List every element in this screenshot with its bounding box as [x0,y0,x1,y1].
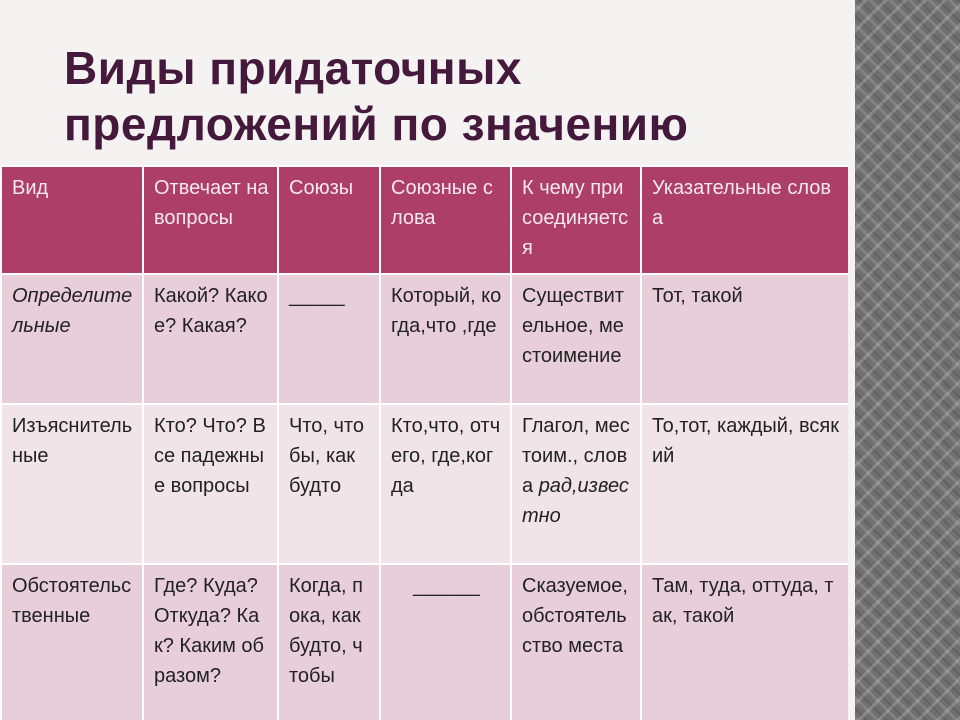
header-demonstrative-words: Указательные слова [641,166,848,274]
cell-conjunctions: Что, чтобы, как будто [278,404,380,564]
cell-demonstrative-words: Тот, такой [641,274,848,404]
table-row [1,404,848,564]
table-row [1,274,848,404]
table-header-row [1,166,848,274]
cell-conjunctive-words: Который, когда,что ,где [380,274,511,404]
header-vid: Вид [1,166,143,274]
table-row [1,564,848,720]
cell-attaches-to: Сказуемое, обстоятельство места [511,564,641,720]
cell-conjunctive-words: Кто,что, отчего, где,когда [380,404,511,564]
attaches-text: Глагол, местоим., слова [522,415,630,497]
empty-dash: ______ [413,575,480,597]
page-title: Виды придаточных предложений по значению [64,42,689,150]
header-conjunctive-words: Союзные слова [380,166,511,274]
cell-conjunctive-words [380,564,511,720]
header-questions: Отвечает на вопросы [143,166,278,274]
cell-attaches-to: Существительное, местоимение [511,274,641,404]
decorative-side-pattern [855,0,960,720]
cell-questions: Где? Куда? Откуда? Как? Каким образом? [143,564,278,720]
cell-demonstrative-words: То,тот, каждый, всякий [641,404,848,564]
clauses-table [0,165,848,720]
cell-questions: Какой? Какое? Какая? [143,274,278,404]
cell-vid: Определительные [1,274,143,404]
cell-demonstrative-words: Там, туда, оттуда, так, такой [641,564,848,720]
cell-attaches-to [511,404,641,564]
cell-vid: Обстоятельственные [1,564,143,720]
cell-conjunctions: _____ [278,274,380,404]
cell-vid: Изъяснительные [1,404,143,564]
cell-questions: Кто? Что? Все падежные вопросы [143,404,278,564]
cell-conjunctions: Когда, пока, как будто, чтобы [278,564,380,720]
header-conjunctions: Союзы [278,166,380,274]
table-container [0,165,848,720]
header-attaches-to: К чему присоединяется [511,166,641,274]
attaches-italic-text: рад,известно [522,475,629,527]
